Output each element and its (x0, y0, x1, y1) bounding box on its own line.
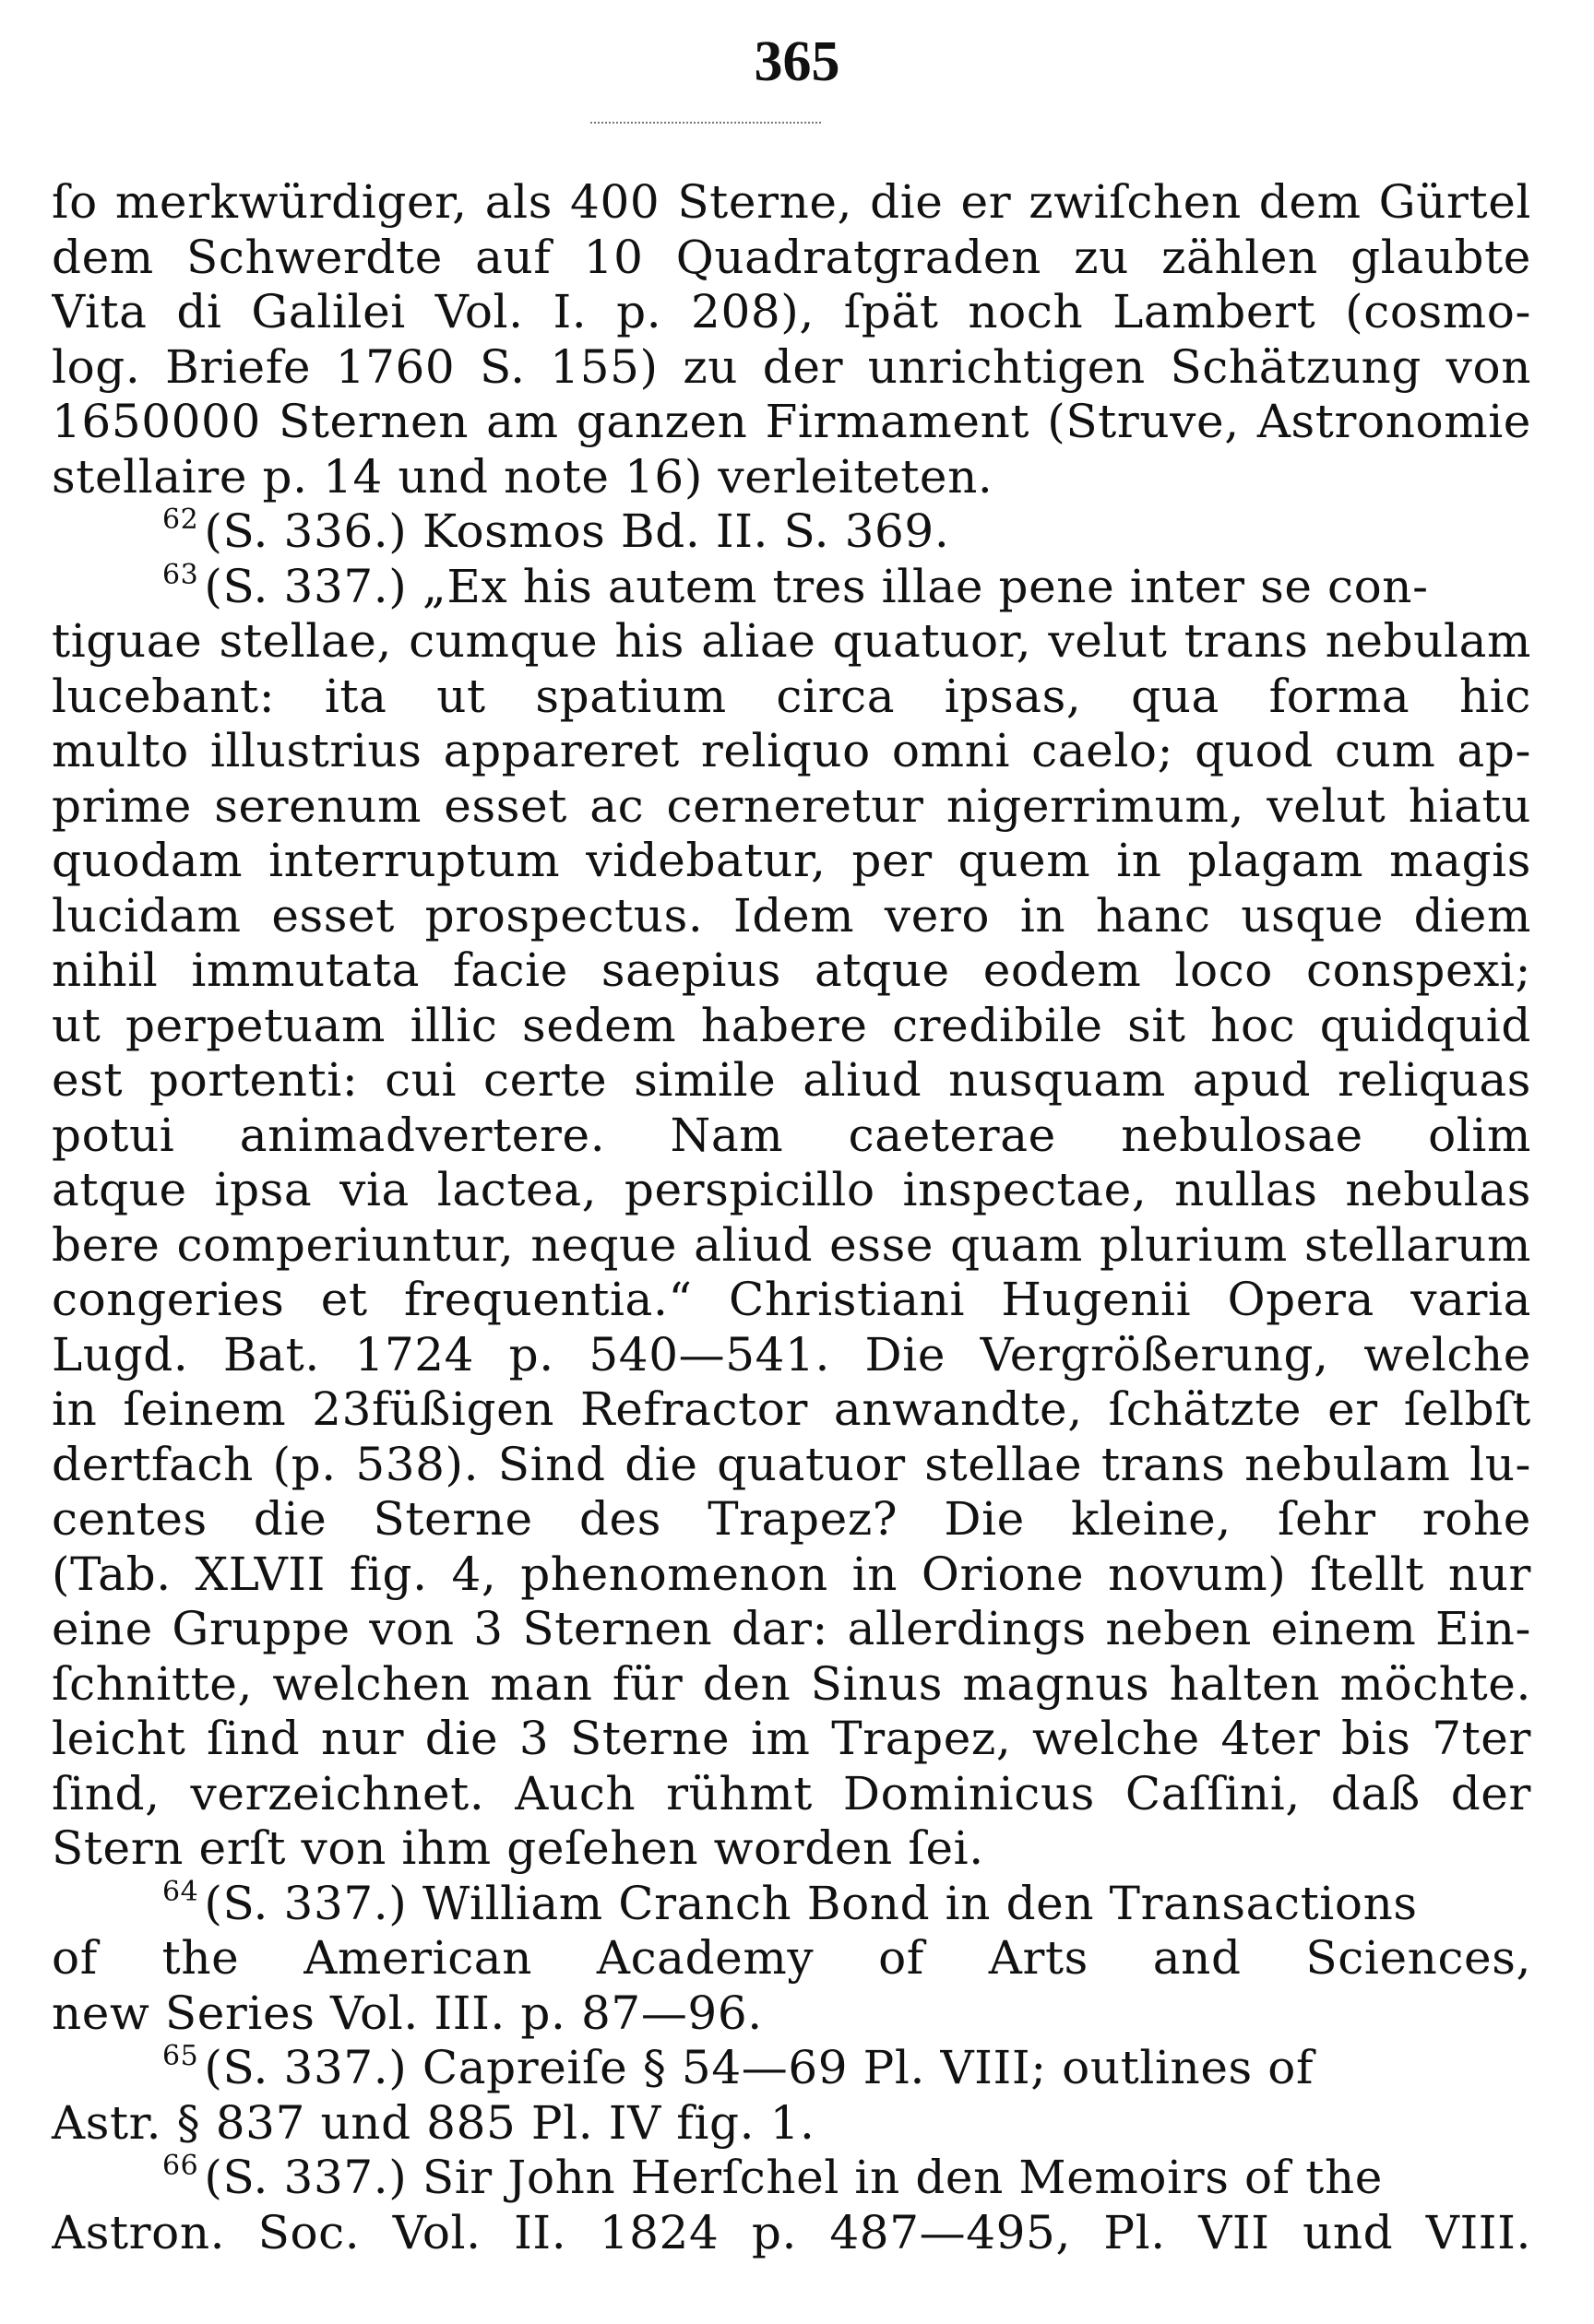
text-line: (S. 337.) Capreiſe § 54—69 Pl. VIII; outlines of (204, 2041, 1314, 2094)
text-line: tiguae stellae, cumque his aliae quatuor, velut trans nebulam (52, 614, 1531, 668)
text-line: (S. 337.) Sir John Herſchel in den Memoirs of the (204, 2151, 1383, 2204)
footnote-66 (52, 2151, 1531, 2206)
footnote-number: 62 (162, 504, 199, 536)
text-line: dertfach (p. 538). Sind die quatuor stellae trans nebulam lu- (52, 1437, 1531, 1491)
text-line: bere comperiuntur, neque aliud esse quam plurium stellarum (52, 1217, 1531, 1272)
text-line: Vita di Galilei Vol. I. p. 208), ſpät noch Lambert (cosmo- (52, 285, 1531, 338)
text-line: log. Briefe 1760 S. 155) zu der unrichtigen Schätzung von (52, 339, 1531, 394)
text-line: new Series Vol. III. p. 87—96. (52, 1986, 763, 2040)
footnote-63 (52, 560, 1531, 615)
text-line: Astron. Soc. Vol. II. 1824 p. 487—495, Pl. VII und VIII. (52, 2205, 1531, 2259)
text-line: Stern erſt von ihm geſehen worden ſei. (52, 1821, 984, 1875)
text-line: nihil immutata facie saepius atque eodem loco conspexi; (52, 943, 1531, 997)
text-line: congeries et frequentia.“ Christiani Hugenii Opera varia (52, 1273, 1531, 1326)
text-line: leicht ſind nur die 3 Sterne im Trapez, welche 4ter bis 7ter (52, 1712, 1531, 1765)
text-line: lucebant: ita ut spatium circa ipsas, qua forma hic (52, 669, 1531, 723)
footnote-number: 63 (162, 558, 199, 591)
text-line: atque ipsa via lactea, perspicillo inspectae, nullas nebulas (52, 1163, 1531, 1216)
footnote-64 (52, 1877, 1531, 1932)
text-line: multo illustrius appareret reliquo omni caelo; quod cum ap- (52, 724, 1531, 777)
text-line: in ſeinem 23füßigen Refractor anwandte, ſchätzte er ſelbſt (52, 1382, 1531, 1436)
text-line: prime serenum esset ac cerneretur nigerrimum, velut hiatu (52, 778, 1531, 833)
text-line: ſind, verzeichnet. Auch rühmt Dominicus Caſſini, daß der (52, 1766, 1531, 1820)
text-line: ſchnitte, welchen man für den Sinus magnus halten möchte. (52, 1656, 1531, 1711)
footnote-65 (52, 2041, 1531, 2096)
text-line: quodam interruptum videbatur, per quem in plagam magis (52, 834, 1531, 887)
text-line: eine Gruppe von 3 Sternen dar: allerdings neben einem Ein- (52, 1602, 1531, 1655)
footnote-number: 64 (162, 1875, 199, 1908)
text-line: stellaire p. 14 und note 16) verleiteten. (52, 449, 993, 504)
text-line: (Tab. XLVII fig. 4, phenomenon in Orione novum) ſtellt nur (52, 1547, 1531, 1601)
text-line: ut perpetuam illic sedem habere credibile sit hoc quidquid (52, 998, 1531, 1052)
page-number: 365 (754, 30, 840, 93)
footnote-62 (52, 504, 1531, 560)
text-line: potui animadvertere. Nam caeterae nebulosae olim (52, 1108, 1531, 1162)
text-line: ſo merkwürdiger, als 400 Sterne, die er zwiſchen dem Gürtel (52, 175, 1531, 229)
text-line: centes die Sterne des Trapez? Die kleine, ſehr rohe (52, 1492, 1531, 1546)
text-line: dem Schwerdte auf 10 Quadratgraden zu zählen glaubte (52, 230, 1531, 284)
page-body (52, 175, 1531, 2260)
text-line: Lugd. Bat. 1724 p. 540—541. Die Vergrößerung, welche (52, 1327, 1531, 1381)
footnote-number: 65 (162, 2040, 199, 2072)
text-line: of the American Academy of Arts and Sciences, (52, 1931, 1531, 1985)
header-rule (590, 122, 821, 124)
text-line: 1650000 Sternen am ganzen Firmament (Struve, Astronomie (52, 395, 1531, 448)
text-line: est portenti: cui certe simile aliud nusquam apud reliquas (52, 1053, 1531, 1107)
text-line: (S. 336.) Kosmos Bd. II. S. 369. (204, 504, 950, 558)
text-line: (S. 337.) „Ex his autem tres illae pene inter se con- (204, 559, 1429, 613)
footnote-number: 66 (162, 2150, 199, 2182)
text-line: Astr. § 837 und 885 Pl. IV fig. 1. (52, 2095, 815, 2150)
text-line: lucidam esset prospectus. Idem vero in hanc usque diem (52, 888, 1531, 943)
text-line: (S. 337.) William Cranch Bond in den Transactions (204, 1876, 1418, 1930)
